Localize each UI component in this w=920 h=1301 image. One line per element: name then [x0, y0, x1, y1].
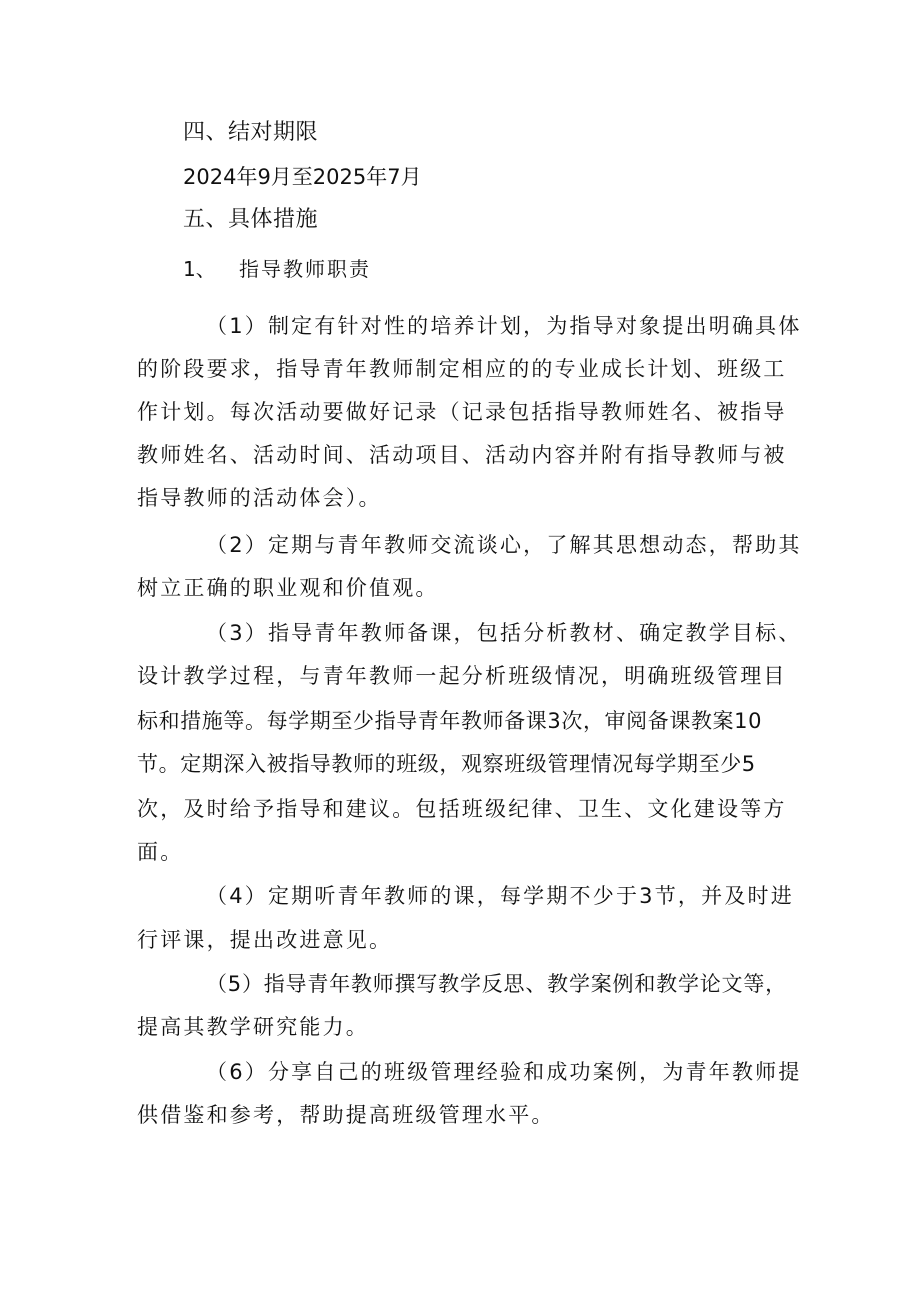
section-4-heading: 四、结对期限: [183, 120, 319, 145]
paragraph-1-line-2: 的阶段要求，指导青年教师制定相应的的专业成长计划、班级工: [137, 357, 787, 381]
subsection-1-number: 1、: [183, 257, 216, 281]
subsection-1-heading: [183, 254, 371, 284]
paragraph-6-line-1: （6）分享自己的班级管理经验和成功案例，为青年教师提: [206, 1060, 802, 1084]
paragraph-3-line-6: 面。: [137, 840, 184, 864]
paragraph-3-line-3: 标和措施等。每学期至少指导青年教师备课3次，审阅备课教案10: [137, 709, 763, 733]
paragraph-3-line-2: 设计教学过程，与青年教师一起分析班级情况，明确班级管理目: [137, 664, 787, 688]
pairing-period: 2024年9月至2025年7月: [183, 165, 422, 189]
paragraph-3-line-1: （3）指导青年教师备课，包括分析教材、确定教学目标、: [206, 621, 802, 645]
paragraph-4-line-1: （4）定期听青年教师的课，每学期不少于3节，并及时进: [206, 884, 794, 908]
paragraph-1-line-5: 指导教师的活动体会）。: [137, 486, 382, 510]
paragraph-2-line-1: （2）定期与青年教师交流谈心，了解其思想动态，帮助其: [206, 533, 802, 557]
paragraph-1-line-1: （1）制定有针对性的培养计划，为指导对象提出明确具体: [206, 314, 802, 338]
paragraph-3-line-5: 次，及时给予指导和建议。包括班级纪律、卫生、文化建设等方: [137, 797, 787, 821]
paragraph-3-line-4: 节。定期深入被指导教师的班级，观察班级管理情况每学期至少5: [137, 752, 756, 776]
paragraph-1-line-4: 教师姓名、活动时间、活动项目、活动内容并附有指导教师与被: [137, 443, 787, 467]
paragraph-1-line-3: 作计划。每次活动要做好记录（记录包括指导教师姓名、被指导: [137, 400, 787, 424]
paragraph-5-line-2: 提高其教学研究能力。: [137, 1015, 369, 1039]
paragraph-4-line-2: 行评课，提出改进意见。: [137, 928, 393, 952]
paragraph-2-line-2: 树立正确的职业观和价值观。: [137, 576, 439, 600]
section-5-heading: 五、具体措施: [183, 207, 319, 232]
subsection-1-title: 指导教师职责: [239, 257, 371, 281]
paragraph-5-line-1: （5）指导青年教师撰写教学反思、教学案例和教学论文等，: [206, 972, 787, 996]
paragraph-6-line-2: 供借鉴和参考，帮助提高班级管理水平。: [137, 1103, 555, 1127]
